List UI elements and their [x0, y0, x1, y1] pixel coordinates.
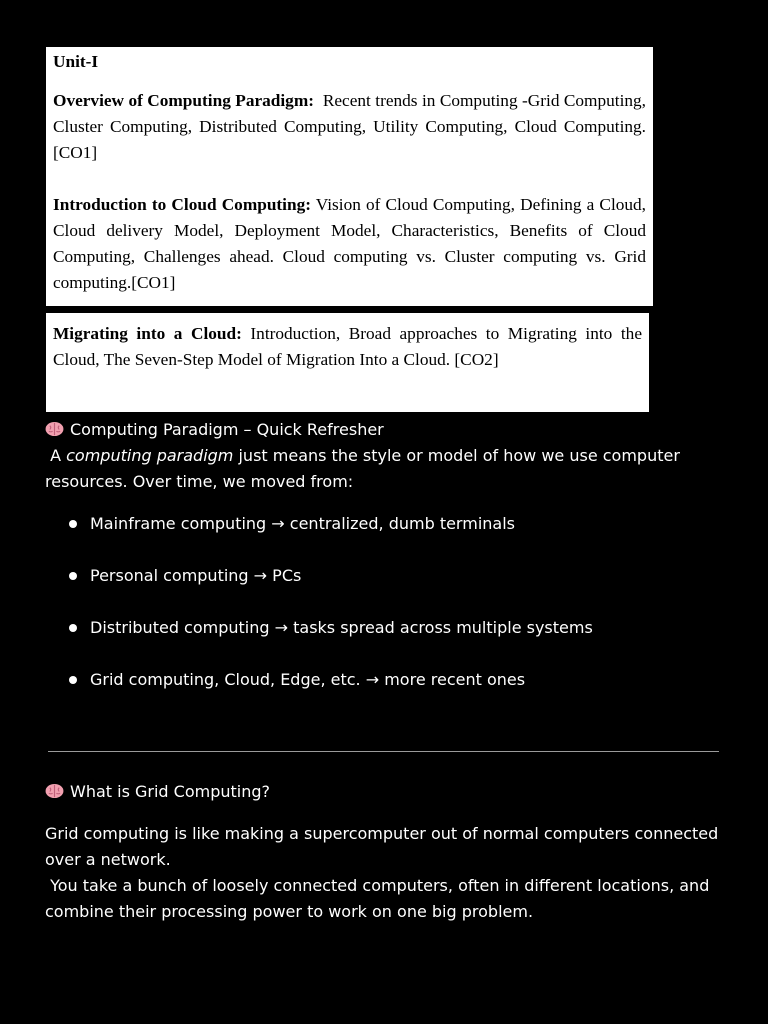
- topic-overview: [53, 88, 659, 166]
- syllabus-image-unit-1: [46, 47, 659, 306]
- list-item: Mainframe computing → centralized, dumb terminals: [45, 510, 725, 562]
- unit-heading: Unit-I: [53, 52, 99, 71]
- grid-paragraph: Grid computing is like making a supercomputer out of normal computers connected over a network.: [45, 824, 719, 869]
- section-divider: [48, 751, 719, 752]
- topic-text: Recent trends in Computing -Grid Computing, Cluster Computing, Distributed Computing, Utility Computing, Cloud Computing. [CO1]: [53, 91, 659, 162]
- grid-heading: [45, 779, 725, 805]
- bullet-icon: [69, 624, 77, 632]
- bullet-icon: [69, 572, 77, 580]
- list-item: Grid computing, Cloud, Edge, etc. → more recent ones: [45, 666, 725, 718]
- brain-icon: [45, 783, 64, 799]
- syllabus-image-migration: [46, 313, 649, 412]
- refresher-intro: A computing paradigm just means the style or model of how we use computer resources. Over time, we moved from:: [45, 446, 680, 491]
- bullet-icon: [69, 676, 77, 684]
- grid-title: What is Grid Computing?: [70, 782, 271, 801]
- topic-introduction: [53, 192, 646, 296]
- brain-icon: [45, 421, 64, 437]
- topic-migration: [53, 321, 642, 373]
- refresher-title: Computing Paradigm – Quick Refresher: [70, 420, 384, 439]
- topic-heading: Migrating into a Cloud:: [53, 324, 242, 343]
- topic-text: Introduction, Broad approaches to Migrating into the Cloud, The Seven-Step Model of Migration Into a Cloud. [CO2]: [53, 324, 642, 369]
- topic-text: Vision of Cloud Computing, Defining a Cloud, Cloud delivery Model, Deployment Model, Characteristics, Benefits of Cloud Computing, Challenges ahead. Cloud computing vs. Cluster computing vs. Grid computing.[CO1]: [53, 195, 647, 292]
- emphasis-term: computing paradigm: [66, 446, 234, 465]
- list-item: Distributed computing → tasks spread across multiple systems: [45, 614, 725, 666]
- list-item: Personal computing → PCs: [45, 562, 725, 614]
- grid-paragraph: You take a bunch of loosely connected computers, often in different locations, and combine their processing power to work on one big problem.: [45, 876, 715, 921]
- refresher-heading: [45, 417, 725, 443]
- topic-heading: Introduction to Cloud Computing:: [53, 195, 311, 214]
- topic-heading: Overview of Computing Paradigm:: [53, 91, 314, 110]
- bullet-icon: [69, 520, 77, 528]
- grid-body: [45, 821, 725, 925]
- paradigm-list: [45, 510, 725, 718]
